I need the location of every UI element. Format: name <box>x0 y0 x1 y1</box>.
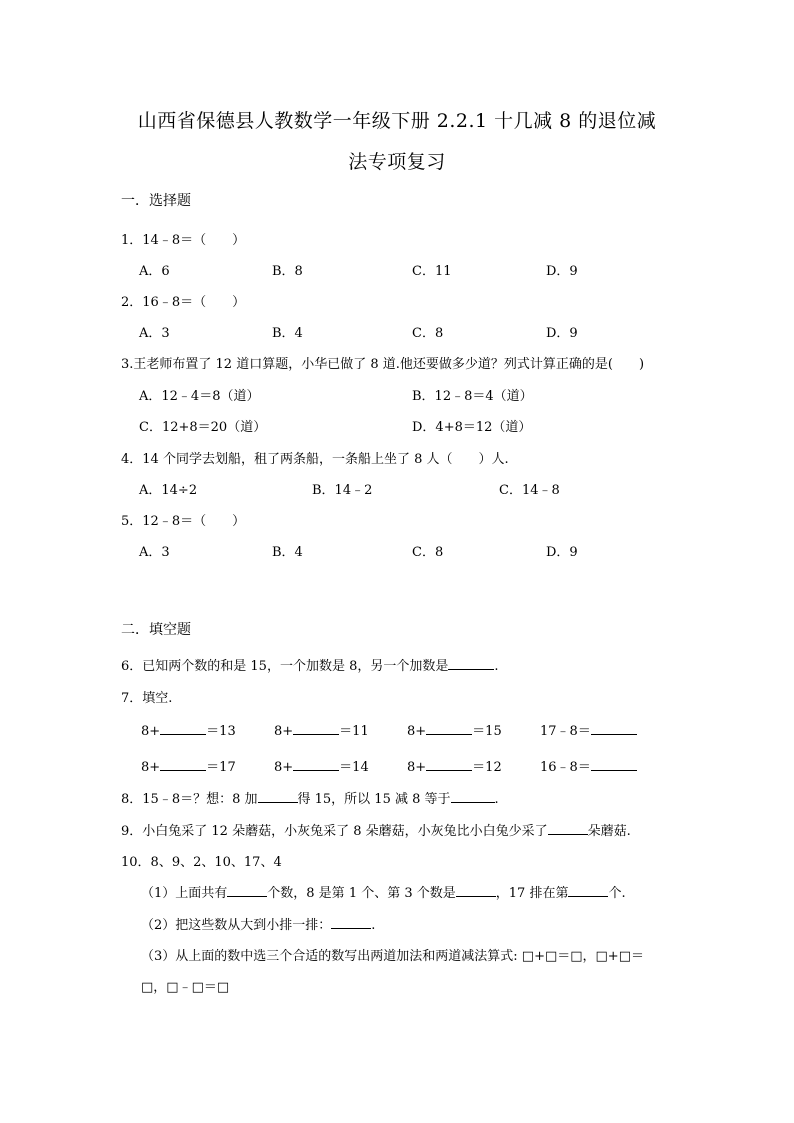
part-1-text-4: 个. <box>608 886 626 901</box>
question-10-part-1 <box>141 882 626 901</box>
q7-row1-item4 <box>540 720 637 739</box>
answer-blank[interactable] <box>227 884 267 897</box>
equation-suffix: ＝11 <box>339 724 369 739</box>
section-heading-choice: 一．选择题 <box>121 193 191 209</box>
question-5-option-c: C．8 <box>412 545 444 560</box>
answer-blank[interactable] <box>293 758 339 771</box>
answer-blank[interactable] <box>160 758 206 771</box>
question-4-option-b: B．14﹣2 <box>312 483 373 498</box>
equation-prefix: 8+ <box>274 760 294 775</box>
question-8-text-2: 得 15，所以 15 减 8 等于 <box>297 792 451 807</box>
question-10-part-3-line-2: □，□﹣□＝□ <box>141 980 230 995</box>
section-heading-fill: 二．填空题 <box>121 622 191 638</box>
question-8-text-1: 8．15﹣8＝？想：8 加 <box>121 792 258 807</box>
question-3-option-a: A．12﹣4＝8（道） <box>139 389 260 404</box>
question-6-text: 6．已知两个数的和是 15，一个加数是 8，另一个加数是 <box>121 659 449 674</box>
equation-prefix: 16﹣8＝ <box>540 760 591 775</box>
equation-prefix: 8+ <box>141 760 161 775</box>
answer-blank[interactable] <box>548 822 588 835</box>
question-9-end: 朵蘑菇. <box>587 824 631 839</box>
question-2-option-a: A．3 <box>139 326 170 341</box>
part-1-text-2: 个数，8 是第 1 个、第 3 个数是 <box>267 886 456 901</box>
question-4-option-c: C．14﹣8 <box>499 483 560 498</box>
answer-blank[interactable] <box>451 790 495 803</box>
answer-blank[interactable] <box>448 657 494 670</box>
answer-blank[interactable] <box>456 884 496 897</box>
question-1-option-a: A．6 <box>139 264 170 279</box>
answer-blank[interactable] <box>568 884 608 897</box>
title-line-2: 法专项复习 <box>348 151 446 173</box>
q7-row2-item2 <box>274 756 369 775</box>
question-10-stem: 10．8、9、2、10、17、4 <box>121 855 282 870</box>
question-1-stem: 1．14﹣8＝（ ） <box>121 233 246 248</box>
equation-suffix: ＝12 <box>472 760 502 775</box>
question-5-option-d: D．9 <box>546 545 578 560</box>
question-10-part-2 <box>141 914 375 933</box>
question-8-text-3: . <box>494 792 499 807</box>
question-2-stem: 2．16﹣8＝（ ） <box>121 295 246 310</box>
question-9-text: 9．小白兔采了 12 朵蘑菇，小灰兔采了 8 朵蘑菇，小灰兔比小白兔少采了 <box>121 824 548 839</box>
q7-row1-item1 <box>141 720 236 739</box>
answer-blank[interactable] <box>160 722 206 735</box>
answer-blank[interactable] <box>591 722 637 735</box>
question-1-option-d: D．9 <box>546 264 578 279</box>
question-9 <box>121 820 631 839</box>
equation-prefix: 8+ <box>274 724 294 739</box>
question-3-option-b: B．12﹣8＝4（道） <box>412 389 533 404</box>
equation-prefix: 8+ <box>407 724 427 739</box>
question-5-option-a: A．3 <box>139 545 170 560</box>
answer-blank[interactable] <box>293 722 339 735</box>
answer-blank[interactable] <box>426 722 472 735</box>
question-6 <box>121 655 499 674</box>
q7-row2-item1 <box>141 756 236 775</box>
q7-row2-item3 <box>407 756 502 775</box>
question-7-label: 7．填空. <box>121 691 173 706</box>
question-10-part-3-line-1: （3）从上面的数中选三个合适的数写出两道加法和两道减法算式: □+□＝□，□+□＝ <box>141 949 644 964</box>
question-4-option-a: A．14÷2 <box>139 483 198 498</box>
answer-blank[interactable] <box>426 758 472 771</box>
question-3-option-d: D．4+8＝12（道） <box>412 420 532 435</box>
question-5-stem: 5．12﹣8＝（ ） <box>121 514 246 529</box>
answer-blank[interactable] <box>258 790 298 803</box>
part-2-text: （2）把这些数从大到小排一排： <box>141 918 332 933</box>
equation-prefix: 8+ <box>407 760 427 775</box>
question-8 <box>121 788 499 807</box>
question-1-option-c: C．11 <box>412 264 452 279</box>
question-2-option-c: C．8 <box>412 326 444 341</box>
question-2-option-d: D．9 <box>546 326 578 341</box>
q7-row2-item4 <box>540 756 637 775</box>
question-1-option-b: B．8 <box>272 264 303 279</box>
question-4-stem: 4．14 个同学去划船，租了两条船，一条船上坐了 8 人（ ）人. <box>121 452 509 467</box>
equation-prefix: 8+ <box>141 724 161 739</box>
answer-blank[interactable] <box>331 916 371 929</box>
question-6-end: . <box>494 659 499 674</box>
part-2-end: . <box>371 918 376 933</box>
q7-row1-item2 <box>274 720 369 739</box>
part-1-text-1: （1）上面共有 <box>141 886 228 901</box>
question-3-option-c: C．12+8＝20（道） <box>139 420 267 435</box>
title-line-1: 山西省保德县人教数学一年级下册 2.2.1 十几减 8 的退位减 <box>137 110 657 132</box>
part-1-text-3: ，17 排在第 <box>495 886 569 901</box>
equation-suffix: ＝14 <box>339 760 369 775</box>
equation-suffix: ＝13 <box>206 724 236 739</box>
answer-blank[interactable] <box>591 758 637 771</box>
question-3-stem: 3.王老师布置了 12 道口算题，小华已做了 8 道.他还要做多少道？列式计算正确的是( ) <box>121 357 645 372</box>
q7-row1-item3 <box>407 720 502 739</box>
equation-prefix: 17﹣8＝ <box>540 724 591 739</box>
equation-suffix: ＝15 <box>472 724 502 739</box>
equation-suffix: ＝17 <box>206 760 236 775</box>
question-5-option-b: B．4 <box>272 545 303 560</box>
question-2-option-b: B．4 <box>272 326 303 341</box>
